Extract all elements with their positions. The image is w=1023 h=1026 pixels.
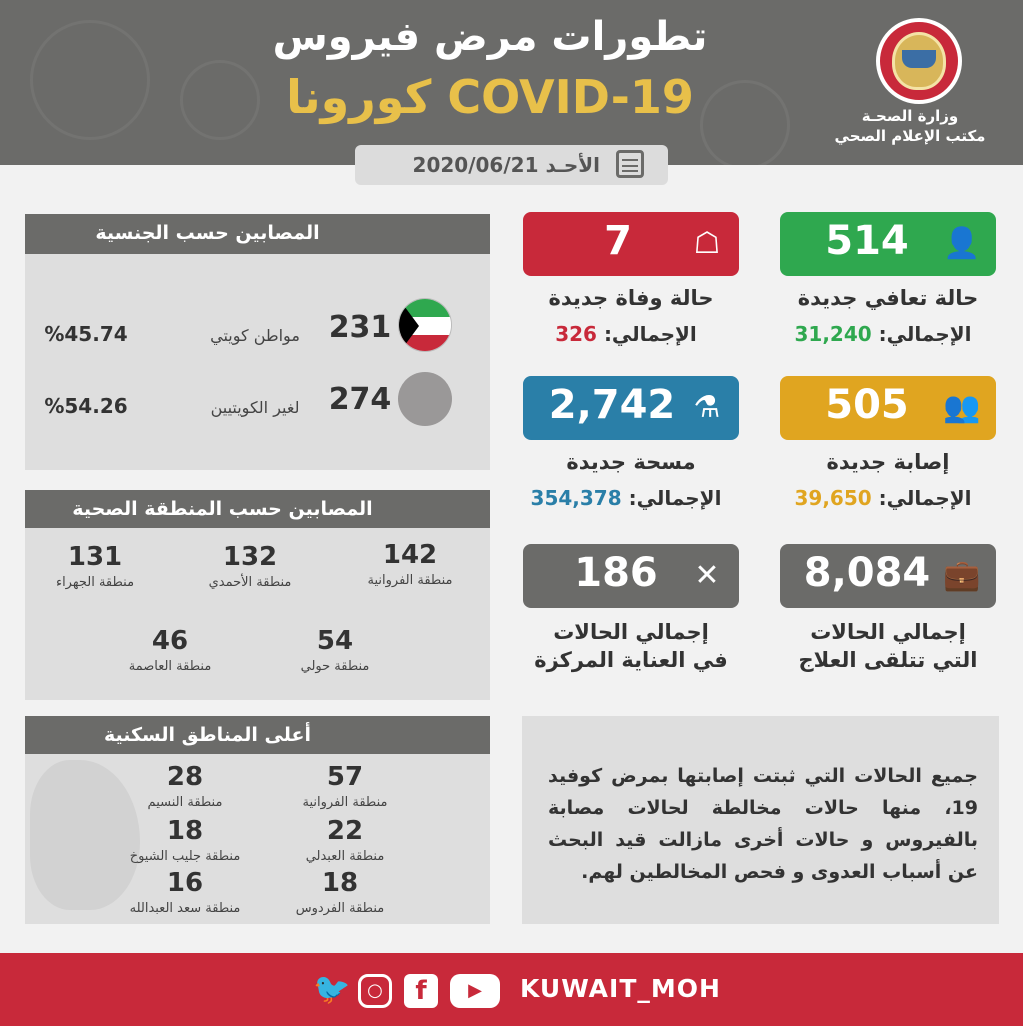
icu-card xyxy=(523,544,739,608)
region-farwaniya-label: منطقة الفروانية xyxy=(367,573,453,588)
recovered-value: 514 xyxy=(825,218,909,264)
treatment-label-line2: التي تتلقى العلاج xyxy=(798,648,978,672)
recovered-total xyxy=(770,322,996,346)
infections-value: 505 xyxy=(825,382,909,428)
residential-header: أعلى المناطق السكنية xyxy=(25,716,490,754)
res-saad-value: 16 xyxy=(166,868,204,898)
swabs-card xyxy=(523,376,739,440)
icu-label-line2: في العناية المركزة xyxy=(534,648,728,672)
infections-label: إصابة جديدة xyxy=(826,450,950,474)
recovered-label: حالة تعافي جديدة xyxy=(797,286,979,310)
recovered-card xyxy=(780,212,996,276)
recovered-total-value: 31,240 xyxy=(794,322,872,346)
res-naseem-value: 28 xyxy=(166,762,204,792)
health-regions-header: المصابين حسب المنطقة الصحية xyxy=(25,490,490,528)
region-capital-value: 46 xyxy=(151,626,189,656)
infections-total xyxy=(770,486,996,510)
deaths-total xyxy=(513,322,739,346)
infections-card xyxy=(780,376,996,440)
report-date: الأحـد 2020/06/21 xyxy=(412,153,600,177)
emblem-ship xyxy=(902,50,936,68)
swabs-total-label: الإجمالي: xyxy=(628,486,722,510)
user-check-icon: 👤 xyxy=(943,226,981,261)
res-jleeb-label: منطقة جليب الشيوخ xyxy=(129,849,241,864)
deaths-total-value: 326 xyxy=(555,322,597,346)
kuwaiti-label: مواطن كويتي xyxy=(210,326,300,345)
gravestone-icon: ☖ xyxy=(693,226,721,261)
page-subtitle: COVID-19 كورونا xyxy=(286,70,694,124)
infections-total-value: 39,650 xyxy=(794,486,872,510)
region-farwaniya-value: 142 xyxy=(382,540,438,570)
region-jahra-label: منطقة الجهراء xyxy=(55,575,135,590)
medical-bag-icon: 💼 xyxy=(943,558,981,593)
res-firdous-label: منطقة الفردوس xyxy=(295,901,385,916)
page-title: تطورات مرض فيروس xyxy=(272,14,708,60)
recovered-total-label: الإجمالي: xyxy=(878,322,972,346)
nationality-panel xyxy=(25,254,490,470)
non-kuwaiti-value: 274 xyxy=(328,382,392,417)
footer-bar xyxy=(0,953,1023,1026)
region-jahra-value: 131 xyxy=(67,542,123,572)
social-handle[interactable]: KUWAIT_MOH xyxy=(520,974,721,1003)
facebook-icon[interactable]: f xyxy=(404,974,438,1008)
region-hawalli-label: منطقة حولي xyxy=(300,659,370,674)
swabs-value: 2,742 xyxy=(548,382,676,428)
calendar-icon xyxy=(616,150,644,178)
ministry-logo xyxy=(876,18,962,104)
test-tube-icon: ⚗ xyxy=(693,390,721,425)
youtube-icon[interactable]: ▶ xyxy=(450,974,500,1008)
region-ahmadi-value: 132 xyxy=(222,542,278,572)
note-text: جميع الحالات التي ثبتت إصابتها بمرض كوفيد 19، منها حالات مخالطة لحالات مصابة بالفيروس و حالات أخرى مازالت قيد البحث عن أسباب العدوى و فحص المخالطين لهم. xyxy=(548,765,978,883)
treatment-card xyxy=(780,544,996,608)
treatment-label xyxy=(780,618,996,674)
kuwait-flag-icon xyxy=(398,298,452,352)
res-jleeb-value: 18 xyxy=(166,816,204,846)
icu-value: 186 xyxy=(574,550,658,596)
stretcher-icon: ✕ xyxy=(694,558,720,593)
deaths-total-label: الإجمالي: xyxy=(603,322,697,346)
treatment-label-line1: إجمالي الحالات xyxy=(810,620,966,644)
non-kuwaiti-icon xyxy=(398,372,452,426)
kuwaiti-percent: %45.74 xyxy=(44,322,128,346)
swabs-total xyxy=(513,486,739,510)
ministry-line2: مكتب الإعلام الصحي xyxy=(834,127,986,145)
deaths-value: 7 xyxy=(604,218,632,264)
people-group-icon: 👥 xyxy=(943,390,981,425)
ministry-line1: وزارة الصحـة xyxy=(861,107,959,125)
instagram-icon[interactable]: ○ xyxy=(358,974,392,1008)
nationality-header: المصابين حسب الجنسية xyxy=(25,214,490,254)
res-firdous-value: 18 xyxy=(321,868,359,898)
region-capital-label: منطقة العاصمة xyxy=(128,659,212,674)
res-abdali-value: 22 xyxy=(326,816,364,846)
treatment-value: 8,084 xyxy=(803,550,931,596)
res-abdali-label: منطقة العبدلي xyxy=(305,849,385,864)
non-kuwaiti-percent: %54.26 xyxy=(44,394,128,418)
ministry-name xyxy=(820,106,1000,146)
swabs-total-value: 354,378 xyxy=(530,486,622,510)
res-farwaniya-value: 57 xyxy=(326,762,364,792)
res-farwaniya-label: منطقة الفروانية xyxy=(302,795,388,810)
kuwaiti-value: 231 xyxy=(328,310,392,345)
deaths-card xyxy=(523,212,739,276)
swabs-label: مسحة جديدة xyxy=(566,450,696,474)
region-hawalli-value: 54 xyxy=(316,626,354,656)
region-ahmadi-label: منطقة الأحمدي xyxy=(208,575,292,590)
res-naseem-label: منطقة النسيم xyxy=(147,795,223,810)
twitter-icon[interactable]: 🐦 xyxy=(313,972,351,1007)
icu-label xyxy=(523,618,739,674)
icu-label-line1: إجمالي الحالات xyxy=(553,620,709,644)
deaths-label: حالة وفاة جديدة xyxy=(548,286,714,310)
infections-total-label: الإجمالي: xyxy=(878,486,972,510)
res-saad-label: منطقة سعد العبدالله xyxy=(129,901,241,916)
non-kuwaiti-label: لغير الكويتيين xyxy=(210,398,300,417)
